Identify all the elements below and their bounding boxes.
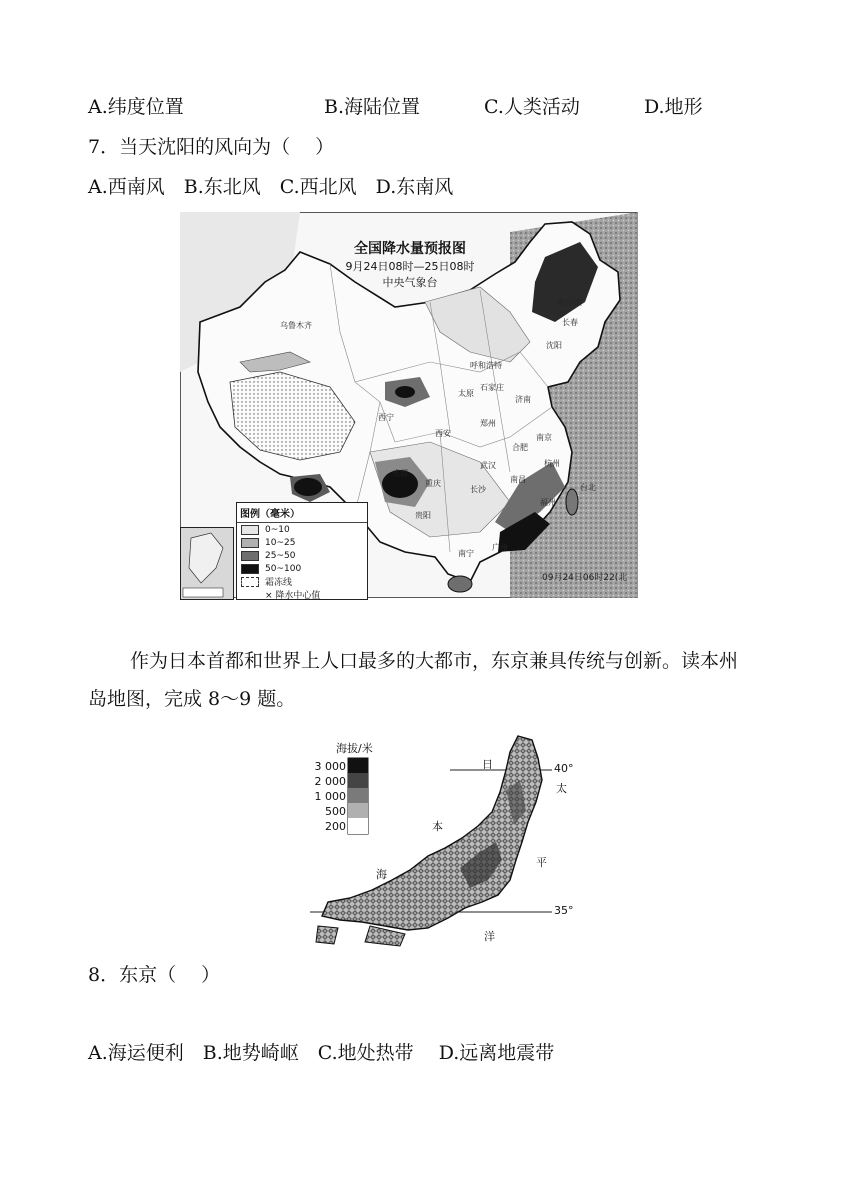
- q8-stem: 8．东京（ ）: [88, 964, 221, 986]
- elevation-tick: 500: [325, 805, 346, 818]
- city-label: 广州: [492, 543, 508, 552]
- honshu-map-graphic: [310, 730, 590, 950]
- city-label: 贵阳: [415, 511, 431, 520]
- legend-item: 10~25: [237, 536, 367, 549]
- city-label: 西安: [435, 429, 451, 438]
- honshu-elevation-map: [310, 730, 590, 950]
- legend-item: × 降水中心值: [265, 591, 321, 601]
- city-label: 南昌: [510, 475, 526, 484]
- elevation-tick: 200: [325, 820, 346, 833]
- ocean-label: 洋: [484, 930, 495, 943]
- q7-stem: 7．当天沈阳的风向为（ ）: [88, 136, 335, 158]
- city-label: 武汉: [480, 461, 496, 470]
- legend-title: 图例（毫米）: [237, 503, 367, 523]
- q6-option-b: B.海陆位置: [324, 96, 421, 118]
- south-china-sea-inset: [180, 527, 234, 600]
- sea-label: 日: [482, 758, 493, 771]
- legend-item: 25~50: [237, 549, 367, 562]
- city-label: 南京: [536, 433, 552, 442]
- city-label: 郑州: [480, 419, 496, 428]
- city-label: 呼和浩特: [470, 361, 502, 370]
- q6-option-a: A.纬度位置: [88, 96, 184, 118]
- city-label: 石家庄: [480, 383, 504, 392]
- city-label: 沈阳: [546, 341, 562, 350]
- china-map-subtitle: 9月24日08时—25日08时: [345, 260, 475, 273]
- city-label: 乌鲁木齐: [280, 321, 312, 330]
- city-label: 台北: [580, 483, 596, 492]
- latitude-35-label: 35°: [554, 904, 574, 917]
- city-label: 合肥: [512, 443, 528, 452]
- sea-label: 本: [432, 820, 443, 833]
- legend-item: 0~10: [237, 523, 367, 536]
- q6-option-c: C.人类活动: [484, 96, 580, 118]
- city-label: 济南: [515, 395, 531, 404]
- elevation-tick: 1 000: [314, 790, 346, 803]
- city-label: 杭州: [544, 459, 560, 468]
- elevation-tick: 2 000: [314, 775, 346, 788]
- latitude-40-label: 40°: [554, 762, 574, 775]
- legend-item: 霜冻线: [237, 575, 367, 588]
- city-label: 哈尔滨: [558, 298, 582, 307]
- map-timestamp: 09月24日06时22(北: [542, 573, 628, 583]
- city-label: 西宁: [378, 413, 394, 422]
- q7-options: A.西南风 B.东北风 C.西北风 D.东南风: [88, 176, 454, 198]
- ocean-label: 太: [556, 782, 567, 795]
- city-label: 成都: [392, 469, 408, 478]
- q6-option-d: D.地形: [644, 96, 703, 118]
- q8-options: A.海运便利 B.地势崎岖 C.地处热带 D.远离地震带: [88, 1042, 555, 1064]
- elevation-tick: 3 000: [314, 760, 346, 773]
- city-label: 福州: [540, 498, 556, 507]
- passage-line-2: 岛地图，完成 8～9 题。: [88, 688, 296, 710]
- city-label: 太原: [458, 389, 474, 398]
- city-label: 长沙: [470, 485, 486, 494]
- city-label: 南宁: [458, 549, 474, 558]
- china-map-title: 全国降水量预报图: [354, 241, 466, 257]
- passage-line-1: 作为日本首都和世界上人口最多的大都市，东京兼具传统与创新。读本州: [130, 650, 739, 672]
- sea-label: 海: [376, 868, 387, 881]
- elevation-legend-title: 海拔/米: [336, 742, 373, 755]
- city-label: 重庆: [425, 479, 441, 488]
- precipitation-legend: [236, 502, 368, 600]
- china-precipitation-map: [180, 212, 638, 601]
- ocean-label: 平: [536, 856, 547, 869]
- china-map-agency: 中央气象台: [382, 276, 438, 289]
- city-label: 长春: [562, 318, 578, 327]
- legend-item: 50~100: [237, 562, 367, 575]
